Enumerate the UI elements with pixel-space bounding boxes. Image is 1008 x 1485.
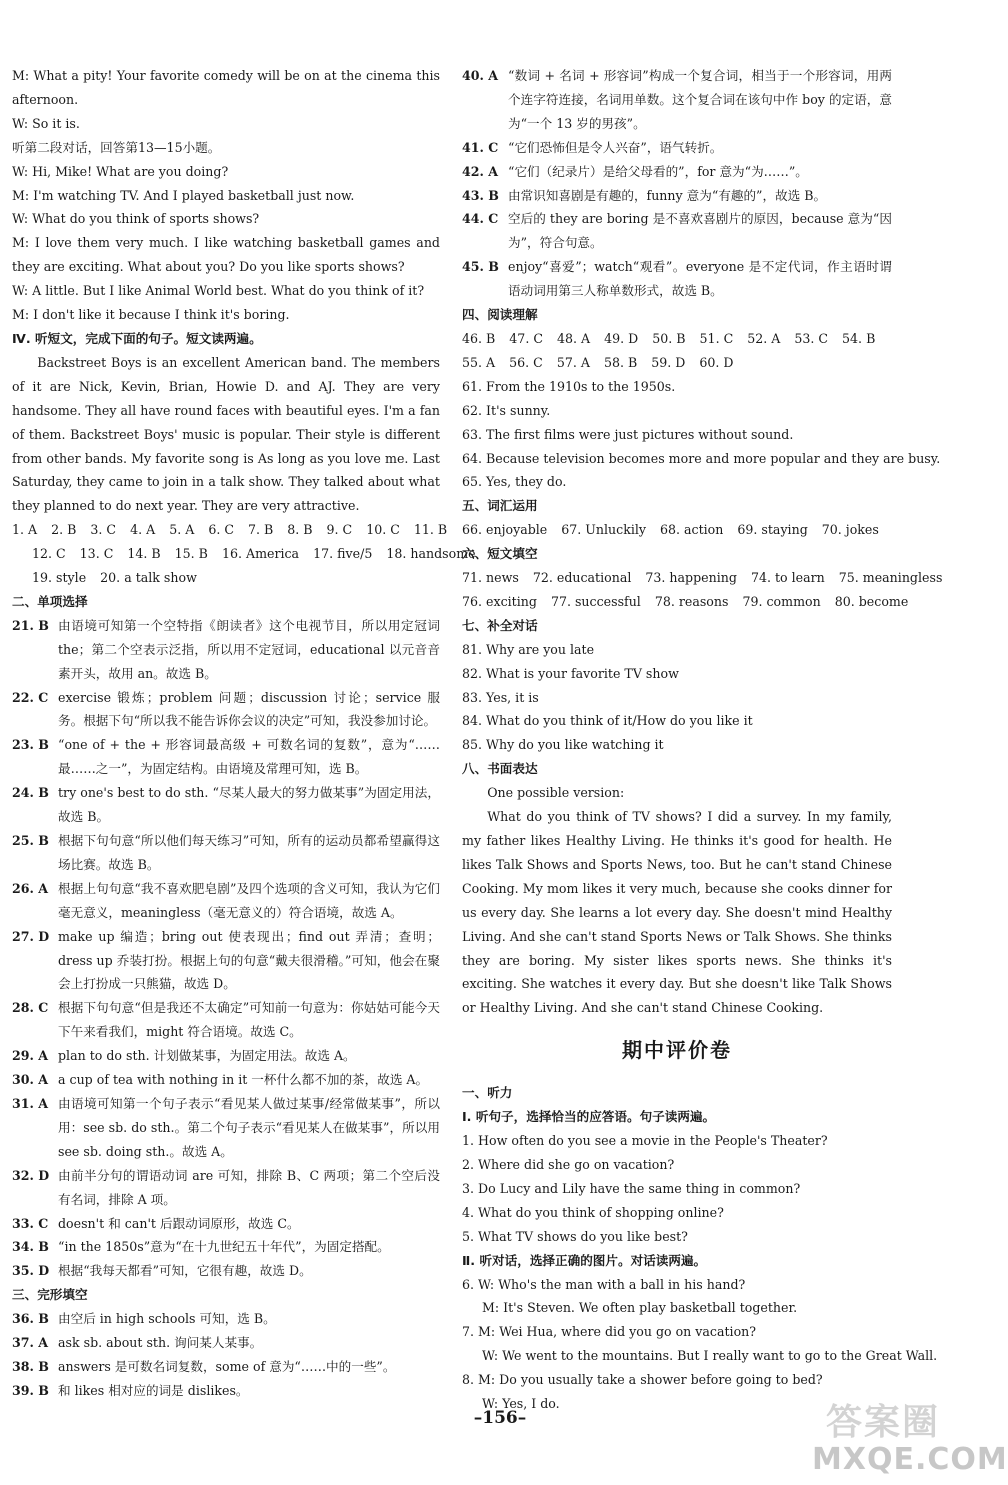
section-intro: 听第二段对话，回答第13—15小题。 xyxy=(12,139,221,155)
subsection-heading: Ⅰ. 听句子，选择恰当的应答语。句子读两遍。 xyxy=(462,1109,716,1125)
right-column xyxy=(462,64,943,1416)
essay-intro: One possible version: xyxy=(487,785,625,801)
explanation-item xyxy=(12,733,440,781)
item-number: 26. A xyxy=(12,880,49,896)
item-text: ask sb. about sth. 询问某人某事。 xyxy=(58,1335,263,1351)
item-text: “one of + the + 形容词最高级 + 可数名词的复数”，意为“……最……之一”，为固定结构。由语境及常理可知，选 B。 xyxy=(58,737,440,777)
explanation-item xyxy=(12,1379,440,1403)
item-number: 45. B xyxy=(462,259,499,275)
explanation-list xyxy=(462,64,892,303)
answer-row: 66. enjoyable 67. Unluckily 68. action 69. staying 70. jokes xyxy=(462,522,879,538)
dialog-answer: 85. Why do you like watching it xyxy=(462,737,664,753)
section-heading: 五、词汇运用 xyxy=(462,498,538,514)
explanation-item xyxy=(462,255,892,303)
section-heading: 七、补全对话 xyxy=(462,617,538,633)
explanation-item xyxy=(12,829,440,877)
item-text: 由空后 in high schools 可知，选 B。 xyxy=(58,1311,276,1327)
explanation-item xyxy=(12,877,440,925)
item-text: 和 likes 相对应的词是 dislikes。 xyxy=(58,1382,249,1398)
explanation-item xyxy=(12,686,440,734)
question: 4. What do you think of shopping online? xyxy=(462,1204,724,1220)
explanation-item xyxy=(12,614,440,686)
item-number: 34. B xyxy=(12,1239,49,1255)
explanation-item xyxy=(462,64,892,136)
answer-row: 46. B 47. C 48. A 49. D 50. B 51. C 52. A 53. C 54. B xyxy=(462,330,876,346)
explanation-item xyxy=(12,781,440,829)
item-text: 空后的 they are boring 是不喜欢喜剧片的原因，because 意为“因为”，符合句意。 xyxy=(508,211,892,251)
item-number: 42. A xyxy=(462,163,499,179)
subsection-heading: Ⅱ. 听对话，选择正确的图片。对话读两遍。 xyxy=(462,1252,707,1268)
item-text: exercise 锻炼；problem 问题；discussion 讨论；service 服务。根据下句“所以我不能告诉你会议的决定”可知，我没参加讨论。 xyxy=(58,689,440,729)
essay: What do you think of TV shows? I did a survey. In my family, my father likes Healthy Living. He thinks it's good for health. He likes Talk Shows and Sports News, too. But he can't stand Chinese Cooking. My mom likes it very much, because she cooks dinner for us every day. She learns a lot every day. She doesn't mind Healthy Living. And she can't stand Sports News or Talk Shows. She thinks they are boring. My sister likes sports news. She thinks it's exciting. She watches it every day. But she doesn't like Talk Shows or Healthy Living. And she can't stand Chinese Cooking. xyxy=(462,809,892,1016)
section-heading: 八、书面表达 xyxy=(462,761,538,777)
item-number: 38. B xyxy=(12,1358,49,1374)
item-text: plan to do sth. 计划做某事，为固定用法。故选 A。 xyxy=(58,1048,356,1064)
explanation-item xyxy=(12,1259,440,1283)
watermark-cn: 答案圈 xyxy=(826,1402,941,1443)
item-number: 30. A xyxy=(12,1072,49,1088)
item-number: 28. C xyxy=(12,1000,49,1016)
explanation-item xyxy=(12,1164,440,1212)
section-heading: 一、听力 xyxy=(462,1085,513,1101)
dialog-answer: 82. What is your favorite TV show xyxy=(462,665,679,681)
section-heading: 六、短文填空 xyxy=(462,546,538,562)
dialog-line: 6. W: Who's the man with a ball in his hand? xyxy=(462,1276,746,1292)
item-text: make up 编造；bring out 使表现出；find out 弄清；查明；dress up 乔装打扮。根据上句的句意“戴夫很滑稽。”可知，他会在聚会上打扮成一只熊猫，故选 D。 xyxy=(58,928,440,992)
item-number: 37. A xyxy=(12,1335,49,1351)
dialog-line: M: I'm watching TV. And I played basketball just now. xyxy=(12,187,355,203)
explanation-item xyxy=(12,1355,440,1379)
item-number: 39. B xyxy=(12,1382,49,1398)
item-number: 40. A xyxy=(462,68,499,83)
dialog-line: M: What a pity! Your favorite comedy will be on at the cinema this afternoon. xyxy=(12,68,440,107)
section-heading: Ⅳ. 听短文，完成下面的句子。短文读两遍。 xyxy=(12,330,262,346)
explanation-item xyxy=(462,184,892,208)
item-text: “它们（纪录片）是给父母看的”，for 意为“为……”。 xyxy=(508,163,808,179)
left-column xyxy=(12,64,476,1403)
item-number: 21. B xyxy=(12,617,49,633)
dialog-line: 7. M: Wei Hua, where did you go on vacation? xyxy=(462,1324,757,1340)
dialog-line: M: I love them very much. I like watching basketball games and they are exciting. What about you? Do you like sports shows? xyxy=(12,235,440,275)
dialog-line: W: So it is. xyxy=(12,115,80,131)
answer-row: 71. news 72. educational 73. happening 74. to learn 75. meaningless xyxy=(462,570,943,586)
item-number: 23. B xyxy=(12,737,49,753)
reading-answer: 62. It's sunny. xyxy=(462,402,551,418)
reading-answer: 64. Because television becomes more and more popular and they are busy. xyxy=(462,450,941,466)
item-text: 由语境可知第一个句子表示“看见某人做过某事/经常做某事”，所以用：see sb. do sth.。第二个句子表示“看见某人在做某事”，所以用 see sb. doing sth.。故选 A。 xyxy=(58,1095,440,1159)
item-text: 由常识知喜剧是有趣的，funny 意为“有趣的”，故选 B。 xyxy=(508,187,827,203)
question: 3. Do Lucy and Lily have the same thing in common? xyxy=(462,1180,801,1196)
watermark-logo xyxy=(808,1392,1008,1482)
watermark-en: MXQE.COM xyxy=(812,1442,1008,1477)
explanation-item xyxy=(12,1307,440,1331)
item-text: a cup of tea with nothing in it 一杯什么都不加的茶，故选 A。 xyxy=(58,1072,429,1088)
item-text: 根据下句句意“但是我还不太确定”可知前一句意为：你姑姑可能今天下午来看我们，might 符合语境。故选 C。 xyxy=(58,1000,440,1040)
item-number: 32. D xyxy=(12,1167,50,1183)
section-heading: 四、阅读理解 xyxy=(462,307,538,323)
dialog-line: W: Yes, I do. xyxy=(482,1396,560,1412)
question: 1. How often do you see a movie in the People's Theater? xyxy=(462,1133,828,1149)
item-text: 根据“我每天都看”可知，它很有趣，故选 D。 xyxy=(58,1263,312,1279)
dialog-answer: 81. Why are you late xyxy=(462,641,595,657)
explanation-item xyxy=(12,1092,440,1164)
page-title: 期中评价卷 xyxy=(622,1038,732,1063)
dialog-answer: 83. Yes, it is xyxy=(462,689,539,705)
dialog-line: W: What do you think of sports shows? xyxy=(12,211,260,227)
item-text: “数词 + 名词 + 形容词”构成一个复合词，相当于一个形容词，用两个连字符连接，名词用单数。这个复合词在该句中作 boy 的定语，意为“一个 13 岁的男孩”。 xyxy=(508,68,892,131)
item-text: 由前半分句的谓语动词 are 可知，排除 B、C 两项；第二个空后没有名词，排除 A 项。 xyxy=(58,1167,440,1207)
item-number: 31. A xyxy=(12,1095,49,1111)
section-heading: 二、单项选择 xyxy=(12,593,88,609)
reading-answer: 65. Yes, they do. xyxy=(462,474,567,490)
reading-answer: 61. From the 1910s to the 1950s. xyxy=(462,378,676,394)
explanation-item xyxy=(12,1235,440,1259)
item-text: 根据上句句意“我不喜欢肥皂剧”及四个选项的含义可知，我认为它们毫无意义，meaningless（毫无意义的）符合语境，故选 A。 xyxy=(58,880,440,920)
item-number: 24. B xyxy=(12,785,49,801)
item-number: 43. B xyxy=(462,187,499,203)
section-heading: 三、完形填空 xyxy=(12,1287,88,1303)
explanation-list xyxy=(12,614,440,1283)
item-text: “in the 1850s”意为“在十九世纪五十年代”，为固定搭配。 xyxy=(58,1239,390,1255)
answer-row: 76. exciting 77. successful 78. reasons 79. common 80. become xyxy=(462,593,909,609)
answer-row: 1. A 2. B 3. C 4. A 5. A 6. C 7. B 8. B 9. C 10. C 11. B xyxy=(12,522,448,538)
item-number: 41. C xyxy=(462,139,499,155)
question: 5. What TV shows do you like best? xyxy=(462,1228,688,1244)
item-text: 根据下句句意“所以他们每天练习”可知，所有的运动员都希望赢得这场比赛。故选 B。 xyxy=(58,833,440,872)
dialog-line: W: A little. But I like Animal World best. What do you think of it? xyxy=(12,283,425,299)
item-number: 36. B xyxy=(12,1311,49,1327)
page-number: –156– xyxy=(473,1408,527,1428)
item-text: answers 是可数名词复数，some of 意为“……中的一些”。 xyxy=(58,1358,396,1374)
dialog-line: M: It's Steven. We often play basketball together. xyxy=(482,1300,798,1316)
explanation-item xyxy=(462,207,892,255)
item-number: 22. C xyxy=(12,689,49,705)
item-text: doesn't 和 can't 后跟动词原形，故选 C。 xyxy=(58,1215,300,1231)
item-text: 由语境可知第一个空特指《朗读者》这个电视节目，所以用定冠词 the；第二个空表示泛指，所以用不定冠词，educational 以元音音素开头，故用 an。故选 B。 xyxy=(58,617,440,681)
explanation-list xyxy=(12,1307,440,1403)
explanation-item xyxy=(12,1068,440,1092)
passage: Backstreet Boys is an excellent American band. The members of it are Nick, Kevin, Brian, Howie D. and AJ. They are very handsome. They all have round faces with beautiful eyes. I'm a fan of them. Backstreet Boys' music is popular. Their style is different from other bands. My favorite song is As long as you love me. Last Saturday, they came to join in a talk show. They talked about what they planned to do next year. They are very attractive. xyxy=(12,354,440,514)
item-number: 27. D xyxy=(12,928,50,944)
item-text: try one's best to do sth. “尽某人最大的努力做某事”为固定用法，故选 B。 xyxy=(58,785,440,825)
item-number: 44. C xyxy=(462,211,499,227)
item-number: 25. B xyxy=(12,833,49,848)
dialog-line: W: Hi, Mike! What are you doing? xyxy=(12,163,229,179)
question: 2. Where did she go on vacation? xyxy=(462,1156,675,1172)
explanation-item xyxy=(462,160,892,184)
item-number: 35. D xyxy=(12,1263,50,1279)
item-text: “它们恐怖但是令人兴奋”，语气转折。 xyxy=(508,139,723,155)
item-text: enjoy“喜爱”；watch“观看”。everyone 是不定代词，作主语时谓语动词用第三人称单数形式，故选 B。 xyxy=(508,259,892,299)
explanation-item xyxy=(12,996,440,1044)
answer-row: 55. A 56. C 57. A 58. B 59. D 60. D xyxy=(462,354,734,370)
explanation-item xyxy=(12,925,440,997)
item-number: 33. C xyxy=(12,1215,49,1231)
dialog-line: M: I don't like it because I think it's boring. xyxy=(12,307,290,323)
explanation-item xyxy=(12,1212,440,1236)
answer-row: 12. C 13. C 14. B 15. B 16. America 17. five/5 18. handsome xyxy=(32,546,476,562)
dialog-line: 8. M: Do you usually take a shower before going to bed? xyxy=(462,1372,823,1388)
dialog-line: W: We went to the mountains. But I really want to go to the Great Wall. xyxy=(482,1348,938,1364)
explanation-item xyxy=(12,1044,440,1068)
answer-row: 19. style 20. a talk show xyxy=(32,570,197,586)
explanation-item xyxy=(12,1331,440,1355)
item-number: 29. A xyxy=(12,1048,49,1064)
dialog-answer: 84. What do you think of it/How do you like it xyxy=(462,713,753,729)
reading-answer: 63. The first films were just pictures without sound. xyxy=(462,426,794,442)
explanation-item xyxy=(462,136,892,160)
